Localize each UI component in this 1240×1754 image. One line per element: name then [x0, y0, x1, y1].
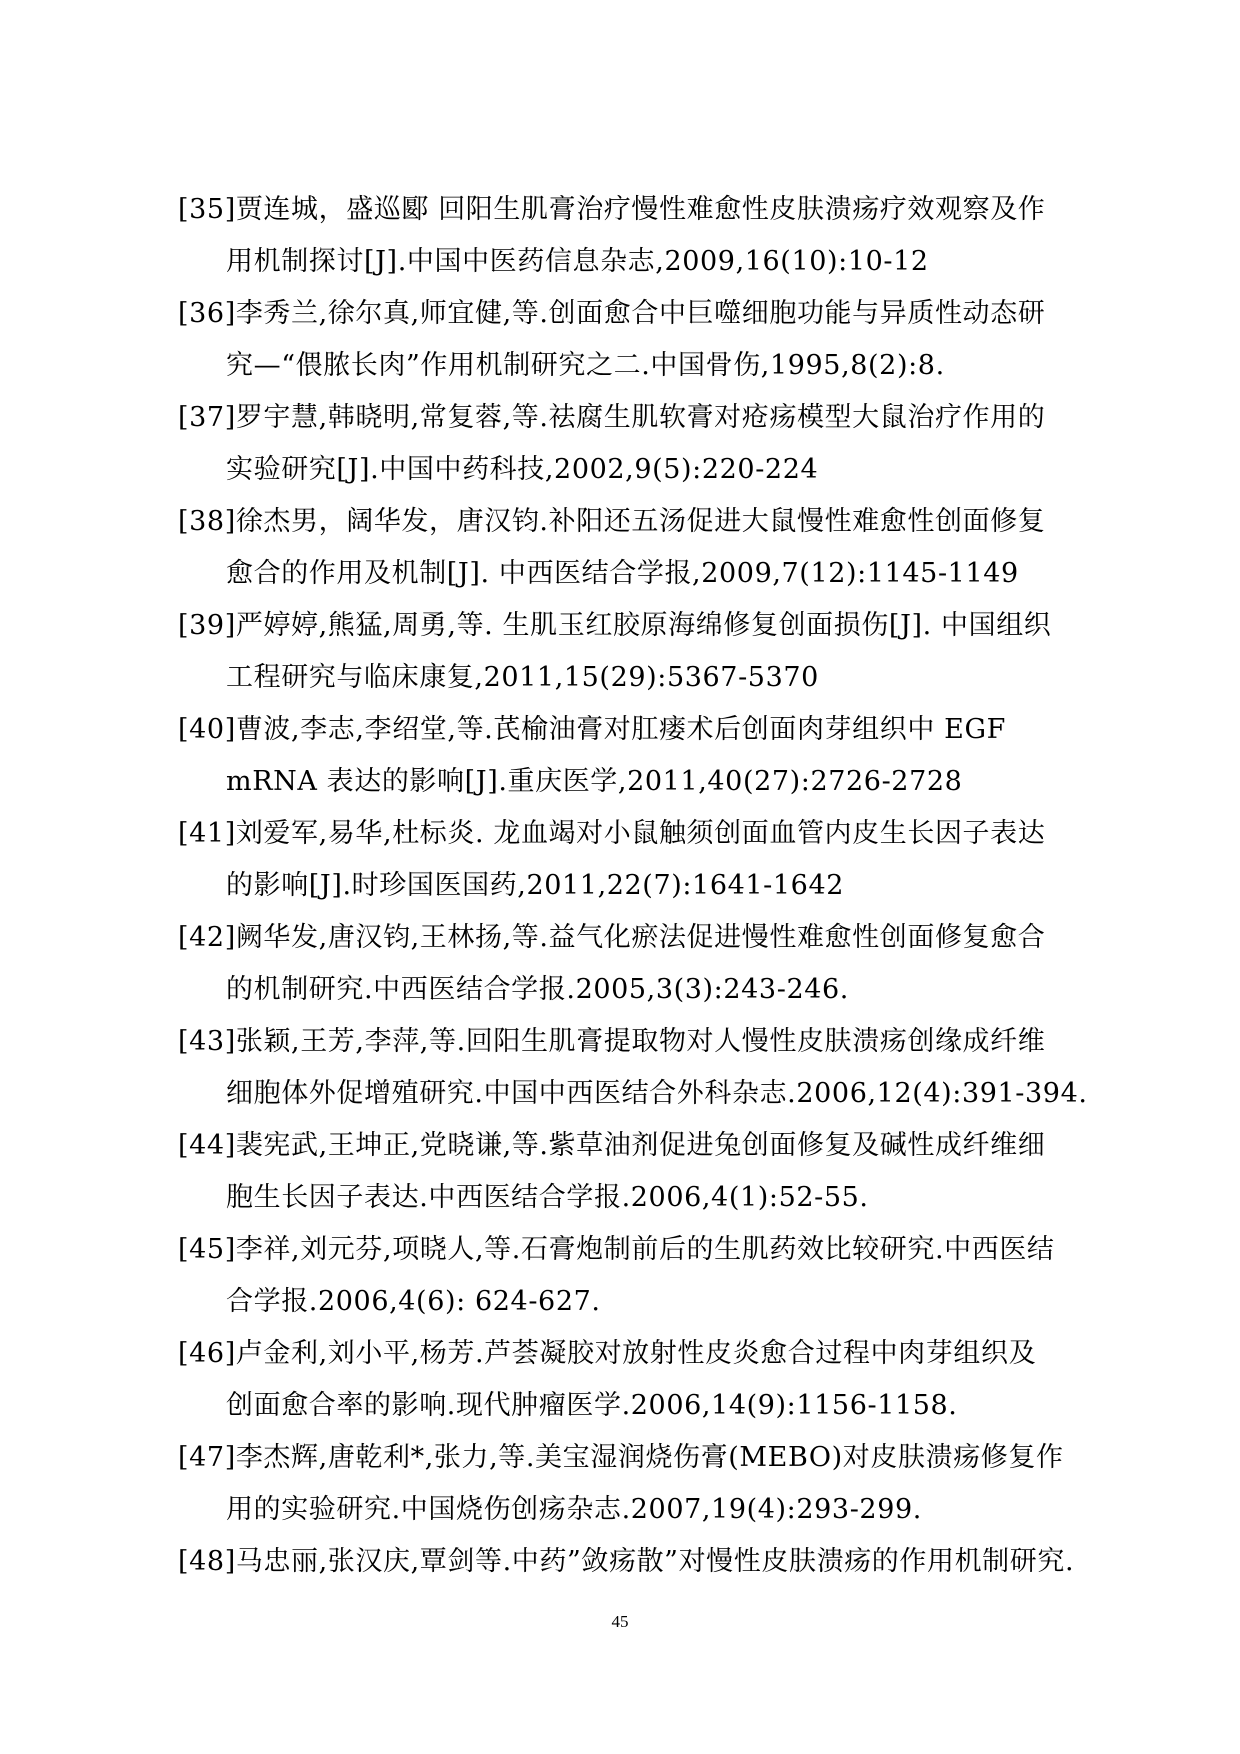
reference-first-line: [42]阙华发,唐汉钧,王林扬,等.益气化瘀法促进慢性难愈性创面修复愈合: [178, 922, 1046, 953]
reference-entry: [178, 288, 1098, 392]
reference-first-line: [41]刘爱军,易华,杜标炎. 龙血竭对小鼠触须创面血管内皮生长因子表达: [178, 818, 1046, 849]
reference-entry: [178, 704, 1098, 808]
reference-entry: [178, 1120, 1098, 1224]
reference-entry: [178, 392, 1098, 496]
reference-entry: [178, 912, 1098, 1016]
reference-first-line: [47]李杰辉,唐乾利*,张力,等.美宝湿润烧伤膏(MEBO)对皮肤溃疡修复作: [178, 1442, 1064, 1473]
reference-entry: [178, 1224, 1098, 1328]
reference-first-line: [46]卢金利,刘小平,杨芳.芦荟凝胶对放射性皮炎愈合过程中肉芽组织及: [178, 1338, 1037, 1369]
reference-continuation-line: 创面愈合率的影响.现代肿瘤医学.2006,14(9):1156-1158.: [226, 1390, 958, 1421]
reference-continuation-line: 的机制研究.中西医结合学报.2005,3(3):243-246.: [226, 974, 849, 1005]
reference-continuation-line: 究—“偎脓长肉”作用机制研究之二.中国骨伤,1995,8(2):8.: [226, 350, 945, 381]
reference-first-line: [44]裴宪武,王坤正,党晓谦,等.紫草油剂促进兔创面修复及碱性成纤维细: [178, 1130, 1046, 1161]
reference-first-line: [38]徐杰男，阔华发，唐汉钧.补阳还五汤促进大鼠慢性难愈性创面修复: [178, 506, 1046, 537]
reference-entry: [178, 496, 1098, 600]
reference-first-line: [36]李秀兰,徐尔真,师宜健,等.创面愈合中巨噬细胞功能与异质性动态研: [178, 298, 1046, 329]
reference-first-line: [45]李祥,刘元芬,项晓人,等.石膏炮制前后的生肌药效比较研究.中西医结: [178, 1234, 1055, 1265]
reference-continuation-line: mRNA 表达的影响[J].重庆医学,2011,40(27):2726-2728: [226, 766, 963, 797]
reference-first-line: [48]马忠丽,张汉庆,覃剑等.中药”敛疡散”对慢性皮肤溃疡的作用机制研究.: [178, 1546, 1075, 1577]
reference-continuation-line: 的影响[J].时珍国医国药,2011,22(7):1641-1642: [226, 870, 844, 901]
reference-continuation-line: 合学报.2006,4(6): 624-627.: [226, 1286, 601, 1317]
reference-list: [178, 184, 1098, 1588]
reference-entry: [178, 600, 1098, 704]
reference-entry: [178, 1328, 1098, 1432]
reference-continuation-line: 愈合的作用及机制[J]. 中西医结合学报,2009,7(12):1145-1149: [226, 558, 1019, 589]
reference-entry: [178, 1432, 1098, 1536]
reference-entry: [178, 808, 1098, 912]
reference-entry: [178, 1016, 1098, 1120]
reference-first-line: [43]张颖,王芳,李萍,等.回阳生肌膏提取物对人慢性皮肤溃疡创缘成纤维: [178, 1026, 1046, 1057]
reference-continuation-line: 工程研究与临床康复,2011,15(29):5367-5370: [226, 662, 819, 693]
reference-first-line: [35]贾连城，盛巡郾 回阳生肌膏治疗慢性难愈性皮肤溃疡疗效观察及作: [178, 194, 1046, 225]
reference-continuation-line: 用机制探讨[J].中国中医药信息杂志,2009,16(10):10-12: [226, 246, 929, 277]
reference-first-line: [37]罗宇慧,韩晓明,常复蓉,等.祛腐生肌软膏对疮疡模型大鼠治疗作用的: [178, 402, 1046, 433]
reference-first-line: [39]严婷婷,熊猛,周勇,等. 生肌玉红胶原海绵修复创面损伤[J]. 中国组织: [178, 610, 1052, 641]
page-number: 45: [611, 1612, 629, 1631]
reference-continuation-line: 实验研究[J].中国中药科技,2002,9(5):220-224: [226, 454, 819, 485]
reference-continuation-line: 细胞体外促增殖研究.中国中西医结合外科杂志.2006,12(4):391-394.: [226, 1078, 1088, 1109]
reference-continuation-line: 用的实验研究.中国烧伤创疡杂志.2007,19(4):293-299.: [226, 1494, 922, 1525]
reference-continuation-line: 胞生长因子表达.中西医结合学报.2006,4(1):52-55.: [226, 1182, 869, 1213]
reference-entry: [178, 184, 1098, 288]
reference-entry: [178, 1536, 1098, 1588]
reference-first-line: [40]曹波,李志,李绍堂,等.芪榆油膏对肛瘘术后创面肉芽组织中 EGF: [178, 714, 1006, 745]
